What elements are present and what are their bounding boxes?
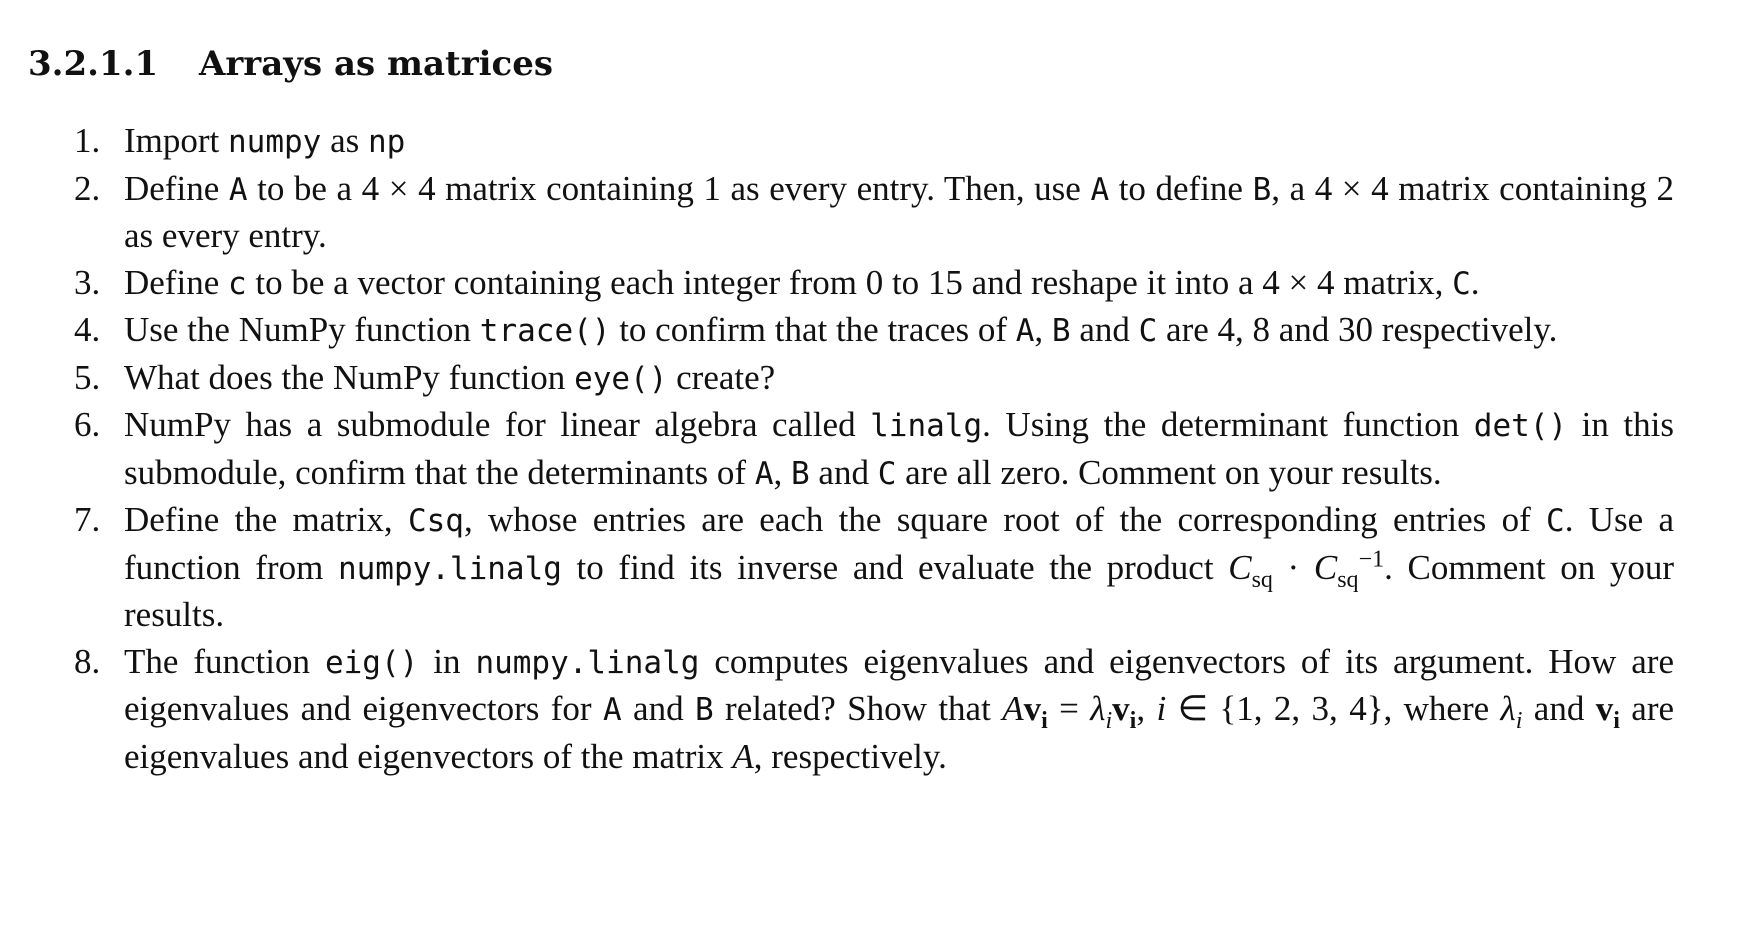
text-segment: , bbox=[773, 452, 791, 492]
text-segment: to be a vector containing each integer from 0 to 15 and reshape it into a 4 × 4 matrix, bbox=[246, 262, 1453, 302]
text-segment: to define bbox=[1109, 168, 1253, 208]
code-eig: eig() bbox=[324, 644, 419, 681]
math-vector-v: v bbox=[1595, 689, 1614, 728]
math-superscript: −1 bbox=[1358, 545, 1385, 572]
item-text bbox=[124, 260, 1674, 308]
code-c-matrix: C bbox=[1452, 265, 1471, 302]
text-segment: · bbox=[1272, 547, 1314, 587]
list-item bbox=[74, 260, 1674, 308]
code-trace: trace() bbox=[479, 313, 611, 349]
item-number: 3. bbox=[74, 262, 101, 302]
code-a: A bbox=[602, 692, 622, 728]
code-a: A bbox=[1015, 313, 1035, 349]
math-vector-v: v bbox=[1023, 689, 1042, 728]
math-subscript: i bbox=[1041, 708, 1048, 734]
text-segment: . Comment on your results. bbox=[124, 547, 1674, 634]
text-segment: . bbox=[1470, 262, 1480, 302]
list-item bbox=[74, 402, 1674, 497]
exercise-list bbox=[74, 118, 1674, 780]
math-vector-v: v bbox=[1112, 689, 1130, 728]
math-c: C bbox=[1313, 547, 1338, 587]
code-numpy-linalg: numpy.linalg bbox=[475, 644, 700, 681]
item-text bbox=[124, 118, 1674, 166]
text-segment: and bbox=[809, 452, 878, 492]
item-number: 5. bbox=[74, 357, 101, 397]
code-a: A bbox=[1090, 171, 1110, 208]
math-c: C bbox=[1228, 547, 1252, 587]
code-linalg: linalg bbox=[870, 408, 983, 444]
code-eye: eye() bbox=[574, 360, 668, 397]
text-segment: to find its inverse and evaluate the product bbox=[561, 547, 1229, 587]
code-c-matrix: C bbox=[1546, 503, 1565, 539]
section-number: 3.2.1.1 bbox=[28, 44, 159, 84]
text-segment: and bbox=[1070, 310, 1139, 349]
text-segment: Define bbox=[124, 262, 228, 302]
text-segment: What does the NumPy function bbox=[124, 357, 575, 397]
math-subscript: sq bbox=[1251, 566, 1273, 593]
text-segment: computes eigenvalues and eigenvectors of its argument. How are eigenvalues and eigenvectors for bbox=[124, 641, 1674, 728]
text-segment: in this submodule, confirm that the determinants of bbox=[124, 405, 1674, 492]
text-segment: = bbox=[1047, 689, 1091, 728]
text-segment: as bbox=[321, 121, 368, 160]
code-b: B bbox=[791, 455, 810, 492]
text-segment: create? bbox=[667, 357, 776, 397]
code-a: A bbox=[228, 171, 248, 208]
item-number: 4. bbox=[74, 310, 101, 349]
list-item bbox=[74, 355, 1674, 403]
code-c: c bbox=[227, 265, 247, 302]
list-item bbox=[74, 307, 1674, 355]
text-segment: to be a 4 × 4 matrix containing 1 as every entry. Then, use bbox=[247, 168, 1091, 208]
text-segment: , a 4 × 4 matrix containing 2 as every entry. bbox=[124, 168, 1674, 255]
text-segment: are all zero. Comment on your results. bbox=[896, 452, 1442, 492]
item-number: 8. bbox=[74, 641, 101, 681]
text-segment: ∈ {1, 2, 3, 4}, where bbox=[1166, 689, 1501, 728]
text-segment: , respectively. bbox=[753, 736, 947, 776]
text-segment: and bbox=[1522, 689, 1596, 728]
math-subscript: i bbox=[1515, 708, 1523, 734]
text-segment: NumPy has a submodule for linear algebra called bbox=[124, 405, 871, 444]
item-text bbox=[124, 402, 1674, 497]
code-c-matrix: C bbox=[877, 455, 897, 492]
math-subscript: i bbox=[1105, 708, 1113, 734]
item-number: 6. bbox=[74, 405, 101, 444]
math-subscript: i bbox=[1129, 708, 1137, 734]
item-text bbox=[124, 355, 1674, 403]
item-text bbox=[124, 166, 1674, 260]
item-number: 7. bbox=[74, 500, 101, 539]
code-b: B bbox=[1252, 171, 1272, 208]
list-item bbox=[74, 497, 1674, 639]
text-segment: . Using the determinant function bbox=[982, 405, 1474, 444]
code-c-matrix: C bbox=[1138, 313, 1158, 349]
code-csq: Csq bbox=[407, 503, 464, 539]
math-subscript: sq bbox=[1337, 566, 1359, 593]
text-segment: Import bbox=[124, 121, 229, 160]
text-segment: and bbox=[621, 689, 695, 728]
list-item bbox=[74, 118, 1674, 166]
text-segment: to confirm that the traces of bbox=[610, 310, 1016, 349]
list-item bbox=[74, 639, 1674, 781]
text-segment: , whose entries are each the square root of the corresponding entries of bbox=[463, 500, 1547, 539]
text-segment: . Use a function from bbox=[124, 500, 1674, 587]
code-numpy-linalg: numpy.linalg bbox=[337, 550, 562, 587]
text-segment: The function bbox=[124, 641, 325, 681]
math-a: A bbox=[1002, 689, 1024, 728]
text-segment: related? Show that bbox=[713, 689, 1003, 728]
section-title: Arrays as matrices bbox=[199, 44, 553, 84]
code-numpy: numpy bbox=[228, 124, 322, 160]
math-lambda: λ bbox=[1090, 689, 1106, 728]
code-b: B bbox=[1051, 313, 1071, 349]
math-a: A bbox=[732, 736, 754, 776]
math-i: i bbox=[1156, 689, 1167, 728]
item-number: 1. bbox=[74, 121, 101, 160]
math-subscript: i bbox=[1613, 708, 1620, 734]
text-segment: Define bbox=[124, 168, 229, 208]
item-text bbox=[124, 639, 1674, 781]
item-text bbox=[124, 497, 1674, 639]
text-segment: are 4, 8 and 30 respectively. bbox=[1157, 310, 1558, 349]
text-segment: Use the NumPy function bbox=[124, 310, 480, 349]
text-segment: , bbox=[1136, 689, 1157, 728]
text-segment: Define the matrix, bbox=[124, 500, 408, 539]
item-text bbox=[124, 307, 1674, 355]
text-segment: are eigenvalues and eigenvectors of the matrix bbox=[124, 689, 1675, 776]
item-number: 2. bbox=[74, 168, 101, 208]
list-item bbox=[74, 166, 1674, 260]
code-np: np bbox=[368, 124, 406, 160]
math-lambda: λ bbox=[1500, 689, 1516, 728]
code-det: det() bbox=[1473, 408, 1568, 444]
section-heading bbox=[28, 42, 553, 86]
text-segment: , bbox=[1034, 310, 1052, 349]
code-b: B bbox=[694, 692, 714, 728]
code-a: A bbox=[754, 455, 774, 492]
text-segment: in bbox=[418, 641, 476, 681]
